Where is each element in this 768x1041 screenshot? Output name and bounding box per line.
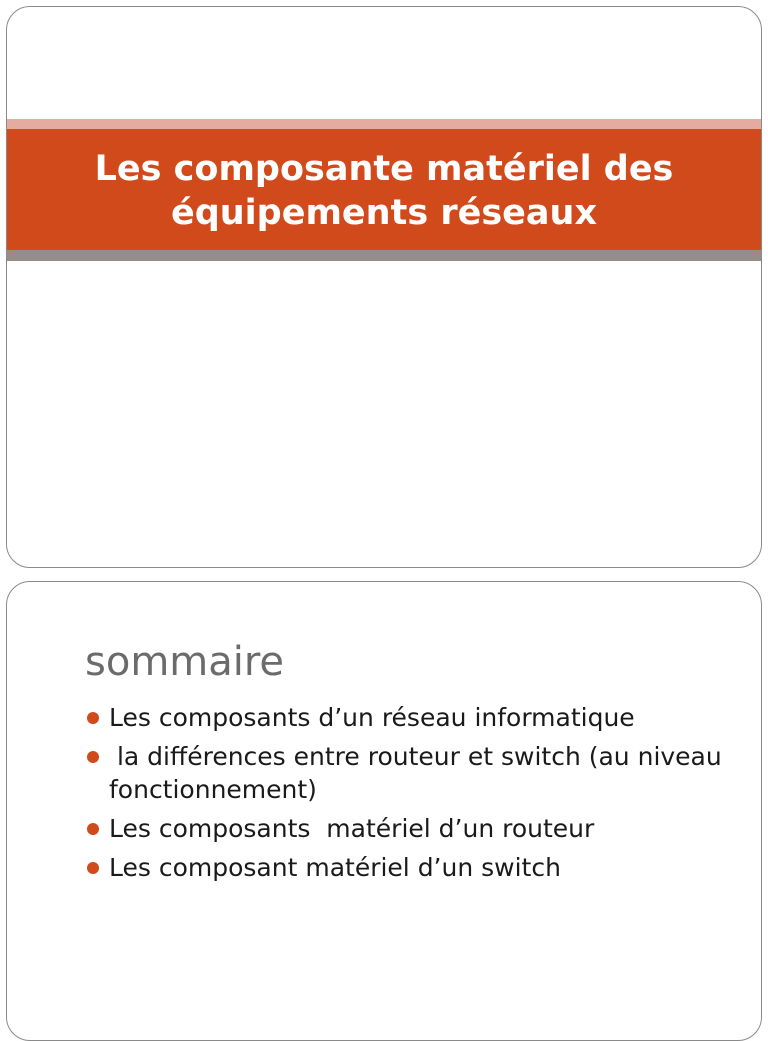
bullet-text: Les composant matériel d’un switch: [109, 853, 561, 882]
bullet-dot-icon: [87, 862, 99, 874]
bullet-dot-icon: [87, 751, 99, 763]
bullet-dot-icon: [87, 712, 99, 724]
bullet-item: [85, 740, 730, 806]
title-slide: [6, 6, 762, 568]
bullet-text: Les composants d’un réseau informatique: [109, 703, 635, 732]
bullet-text: Les composants matériel d’un routeur: [109, 814, 595, 843]
bullet-item: [85, 812, 725, 845]
summary-bullet-list: [85, 701, 730, 890]
summary-slide: [6, 581, 762, 1041]
bullet-item: [85, 851, 725, 884]
title-band-highlight: [7, 119, 761, 129]
slide-title-text: Les composante matériel des équipements réseaux: [94, 148, 674, 233]
bullet-item: [85, 701, 725, 734]
title-band-shadow: [7, 250, 761, 261]
slide-title: [7, 129, 761, 250]
summary-heading: sommaire: [85, 639, 285, 685]
bullet-dot-icon: [87, 823, 99, 835]
bullet-text: la différences entre routeur et switch (au niveau fonctionnement): [109, 742, 730, 804]
